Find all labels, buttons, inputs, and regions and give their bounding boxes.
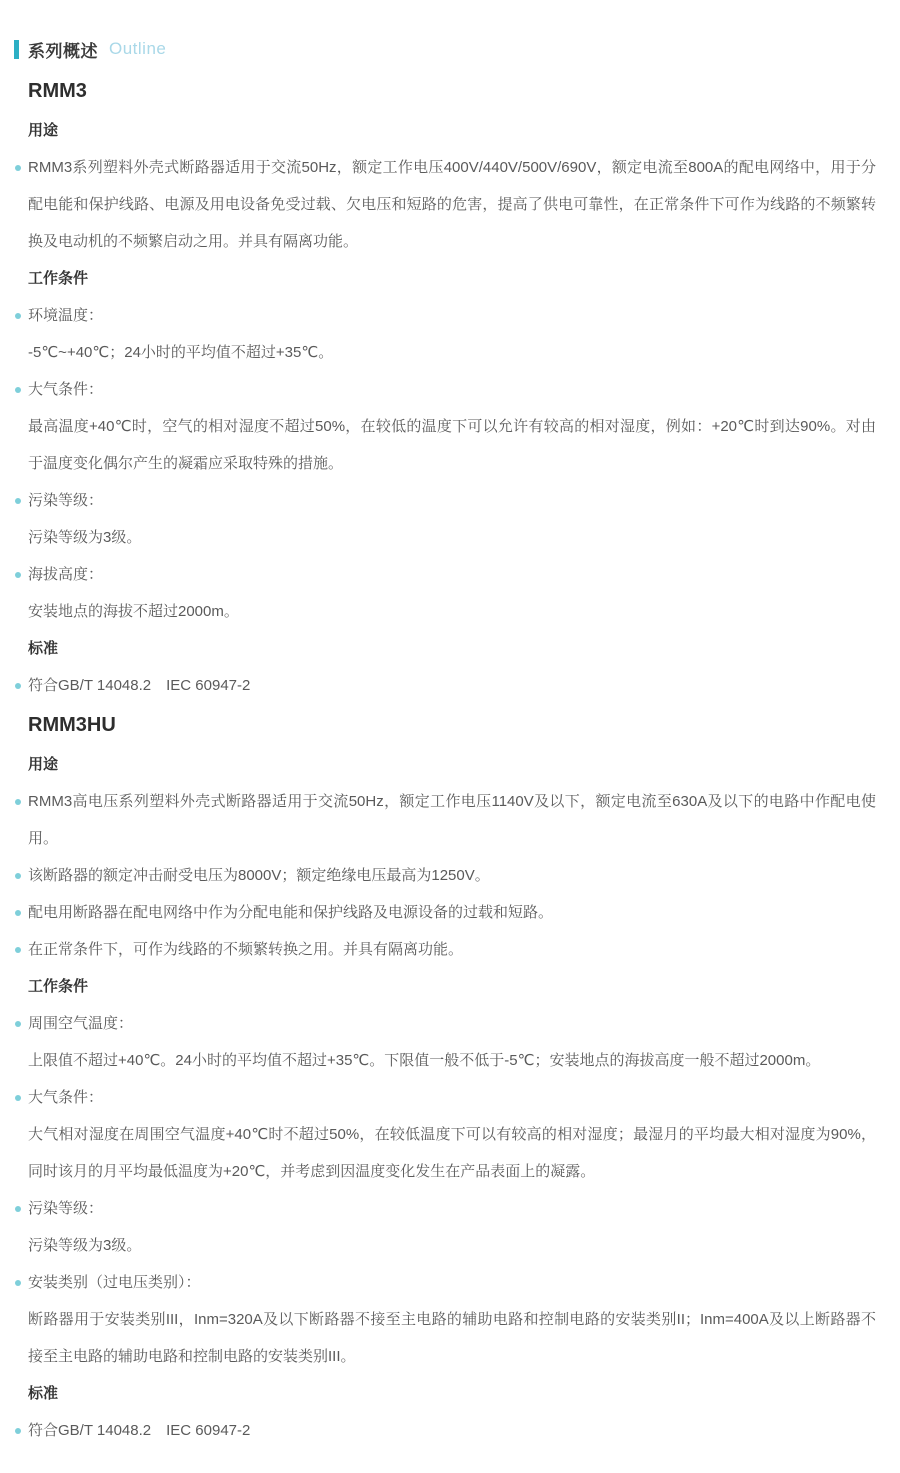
bullet-dot-icon [15,873,21,879]
detail-text: 上限值不超过+40℃。24小时的平均值不超过+35℃。下限值一般不低于-5℃；安装地点的海拔高度一般不超过2000m。 [28,1052,821,1069]
detail-text: 大气相对湿度在周围空气温度+40℃时不超过50%，在较低温度下可以有较高的相对湿度；最湿月的平均最大相对湿度为90%，同时该月的月平均最低温度为+20℃，并考虑到因温度变化发生在产品表面上的凝露。 [28,1126,876,1180]
detail-text: 污染等级为3级。 [28,1237,142,1254]
bullet-text: 海拔高度： [28,566,104,583]
bullet-text: 大气条件： [28,381,104,398]
content-area [14,70,876,1449]
bullet-item [14,371,876,408]
bullet-dot-icon [15,313,21,319]
bullet-text: 符合GB/T 14048.2 IEC 60947-2 [28,1422,251,1439]
subheading: 标准 [28,1385,59,1402]
bullet-dot-icon [15,1428,21,1434]
bullet-dot-icon [15,910,21,916]
accent-bar-icon [14,40,19,59]
bullet-text: 在正常条件下，可作为线路的不频繁转换之用。并具有隔离功能。 [28,941,464,958]
bullet-dot-icon [15,572,21,578]
detail-text: 污染等级为3级。 [28,529,142,546]
bullet-dot-icon [15,947,21,953]
bullet-dot-icon [15,799,21,805]
bullet-item [14,482,876,519]
bullet-dot-icon [15,1021,21,1027]
subheading: 用途 [28,122,59,139]
bullet-text: RMM3高电压系列塑料外壳式断路器适用于交流50Hz，额定工作电压1140V及以下，额定电流至630A及以下的电路中作配电使用。 [28,793,876,847]
bullet-text: 污染等级： [28,1200,104,1217]
detail-text: 最高温度+40℃时，空气的相对湿度不超过50%，在较低的温度下可以允许有较高的相对湿度，例如：+20℃时到达90%。对由于温度变化偶尔产生的凝霜应采取特殊的措施。 [28,418,876,472]
bullet-item [14,1079,876,1116]
bullet-text: 大气条件： [28,1089,104,1106]
detail-text: 安装地点的海拔不超过2000m。 [28,603,239,620]
bullet-dot-icon [15,1095,21,1101]
page-title: 系列概述 [28,41,98,61]
bullet-item [14,149,876,260]
bullet-item [14,667,876,704]
detail-text: 断路器用于安装类别III，Inm=320A及以下断路器不接至主电路的辅助电路和控制电路的安装类别II；Inm=400A及以上断路器不接至主电路的辅助电路和控制电路的安装类别III。 [28,1311,876,1365]
bullet-dot-icon [15,387,21,393]
section-header [14,38,876,60]
product-title: RMM3 [28,80,87,102]
bullet-item [14,894,876,931]
bullet-text: RMM3系列塑料外壳式断路器适用于交流50Hz，额定工作电压400V/440V/500V/690V，额定电流至800A的配电网络中，用于分配电能和保护线路、电源及用电设备免受过载、欠电压和短路的危害，提高了供电可靠性，在正常条件下可作为线路的不频繁转换及电动机的不频繁启动之用。并具有隔离功能。 [28,159,876,250]
bullet-text: 环境温度： [28,307,104,324]
bullet-dot-icon [15,498,21,504]
bullet-item [14,857,876,894]
bullet-item [14,1190,876,1227]
subheading: 工作条件 [28,270,89,287]
subheading: 用途 [28,756,59,773]
page-title-en: Outline [109,39,167,58]
bullet-text: 周围空气温度： [28,1015,134,1032]
bullet-item [14,783,876,857]
bullet-text: 污染等级： [28,492,104,509]
bullet-item [14,556,876,593]
bullet-item [14,1412,876,1449]
bullet-text: 符合GB/T 14048.2 IEC 60947-2 [28,677,251,694]
subheading: 标准 [28,640,59,657]
bullet-item [14,931,876,968]
bullet-dot-icon [15,1206,21,1212]
subheading: 工作条件 [28,978,89,995]
bullet-item [14,297,876,334]
bullet-dot-icon [15,165,21,171]
bullet-dot-icon [15,1280,21,1286]
bullet-text: 该断路器的额定冲击耐受电压为8000V；额定绝缘电压最高为1250V。 [28,867,490,884]
bullet-text: 安装类别（过电压类别）： [28,1274,201,1291]
bullet-item [14,1005,876,1042]
product-title: RMM3HU [28,714,116,736]
bullet-dot-icon [15,683,21,689]
detail-text: -5℃~+40℃；24小时的平均值不超过+35℃。 [28,344,334,361]
bullet-item [14,1264,876,1301]
bullet-text: 配电用断路器在配电网络中作为分配电能和保护线路及电源设备的过载和短路。 [28,904,554,921]
